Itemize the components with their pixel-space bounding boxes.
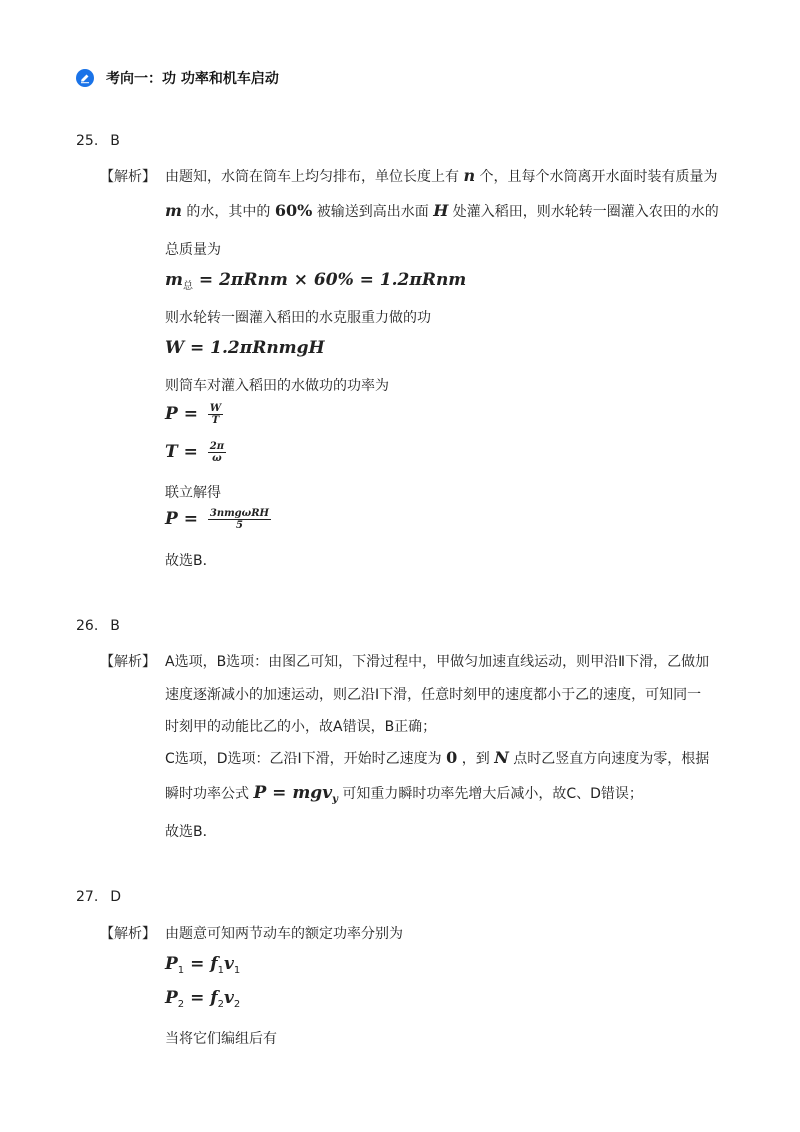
text: 的水，其中的	[186, 204, 271, 220]
question-answer: B	[110, 133, 120, 149]
q26-line-4	[165, 748, 709, 768]
math-number: 0	[446, 748, 458, 767]
q26-line-3: 时刻甲的动能比乙的小，故A错误，B正确；	[165, 719, 437, 735]
subscript: y	[332, 794, 338, 805]
q25-line-1	[165, 166, 718, 186]
math-expression: T =	[165, 442, 198, 462]
question-number: 25.	[76, 133, 99, 149]
subscript: 2	[233, 999, 241, 1010]
analysis-tag: 【解析】	[100, 654, 156, 670]
formula-period	[165, 441, 226, 464]
question-26-header	[76, 618, 120, 634]
question-answer: B	[110, 618, 120, 634]
question-27-header	[76, 889, 121, 905]
text: 点时乙竖直方向速度为零，根据	[513, 751, 710, 767]
text: 个，且每个水筒离开水面时装有质量为	[479, 169, 718, 185]
math-number: 60%	[274, 201, 313, 220]
question-number: 26.	[76, 618, 99, 634]
fraction	[208, 508, 271, 531]
text: 由题知，水筒在筒车上均匀排布，单位长度上有	[165, 169, 459, 185]
math-var: N	[494, 748, 509, 767]
subscript: 2	[217, 999, 224, 1010]
q25-conclusion: 故选B．	[165, 553, 217, 569]
subscript: 2	[177, 999, 185, 1010]
math-var: v	[223, 954, 234, 974]
math-expression: = 2πRnm × 60% = 1.2πRnm	[198, 270, 467, 290]
numerator: 2π	[209, 441, 225, 452]
math-expression: P =	[165, 404, 198, 424]
q26-line-2: 速度逐渐减小的加速运动，则乙沿Ⅰ下滑，任意时刻甲的速度都小于乙的速度，可知同一	[165, 687, 702, 703]
question-number: 27.	[76, 889, 99, 905]
pencil-icon	[76, 69, 94, 87]
subscript: 1	[217, 965, 224, 976]
math-expression: = f	[184, 988, 218, 1008]
q27-line-2: 当将它们编组后有	[165, 1031, 277, 1047]
text: 瞬时功率公式	[165, 786, 249, 802]
section-title: 考向一：功 功率和机车启动	[106, 71, 279, 87]
subscript: 总	[183, 281, 193, 292]
q25-line-4: 则水轮转一圈灌入稻田的水克服重力做的功	[165, 310, 431, 326]
formula-work: W = 1.2πRnmgH	[165, 338, 325, 358]
section-header	[76, 68, 279, 88]
formula-p2	[165, 988, 240, 1010]
denominator: 5	[235, 520, 243, 531]
math-var: m	[165, 270, 183, 290]
question-answer: D	[110, 889, 122, 905]
denominator: ω	[212, 453, 222, 464]
formula-result	[165, 508, 271, 531]
text: 被输送到高出水面	[316, 204, 429, 220]
q26-line-1: A选项，B选项：由图乙可知，下滑过程中，甲做匀加速直线运动，则甲沿Ⅱ下滑，乙做加	[165, 654, 710, 670]
math-var: v	[223, 988, 234, 1008]
formula-text: P = mgv	[253, 783, 333, 803]
fraction	[208, 403, 223, 426]
math-var: n	[463, 166, 476, 185]
formula-p1	[165, 954, 240, 976]
math-expression	[253, 783, 337, 803]
question-25-header	[76, 133, 120, 149]
formula-total-mass	[165, 270, 466, 292]
denominator: T	[211, 415, 220, 426]
text: C选项，D选项：乙沿Ⅰ下滑，开始时乙速度为	[165, 751, 442, 767]
math-var: P	[165, 988, 178, 1008]
q26-conclusion: 故选B．	[165, 824, 217, 840]
q25-line-6: 联立解得	[165, 485, 221, 501]
math-expression: = f	[184, 954, 218, 974]
fraction	[208, 441, 226, 464]
q25-line-5: 则筒车对灌入稻田的水做功的功率为	[165, 378, 389, 394]
subscript: 1	[177, 965, 185, 976]
math-var: H	[433, 201, 449, 220]
analysis-tag: 【解析】	[100, 926, 156, 942]
analysis-tag: 【解析】	[100, 169, 156, 185]
text: 处灌入稻田，则水轮转一圈灌入农田的水的	[452, 204, 719, 220]
numerator: W	[209, 403, 222, 414]
subscript: 1	[233, 965, 241, 976]
q25-line-2	[165, 201, 719, 221]
formula-power	[165, 403, 223, 426]
q26-line-5	[165, 783, 643, 805]
numerator: 3nmgωRH	[209, 508, 269, 519]
math-var: P	[165, 954, 178, 974]
math-expression: P =	[165, 509, 198, 529]
q25-line-3: 总质量为	[165, 242, 221, 258]
text: ，到	[461, 751, 490, 767]
q27-line-1: 由题意可知两节动车的额定功率分别为	[165, 926, 403, 942]
text: 可知重力瞬时功率先增大后减小，故C、D错误；	[342, 786, 643, 802]
math-var: m	[165, 201, 182, 220]
